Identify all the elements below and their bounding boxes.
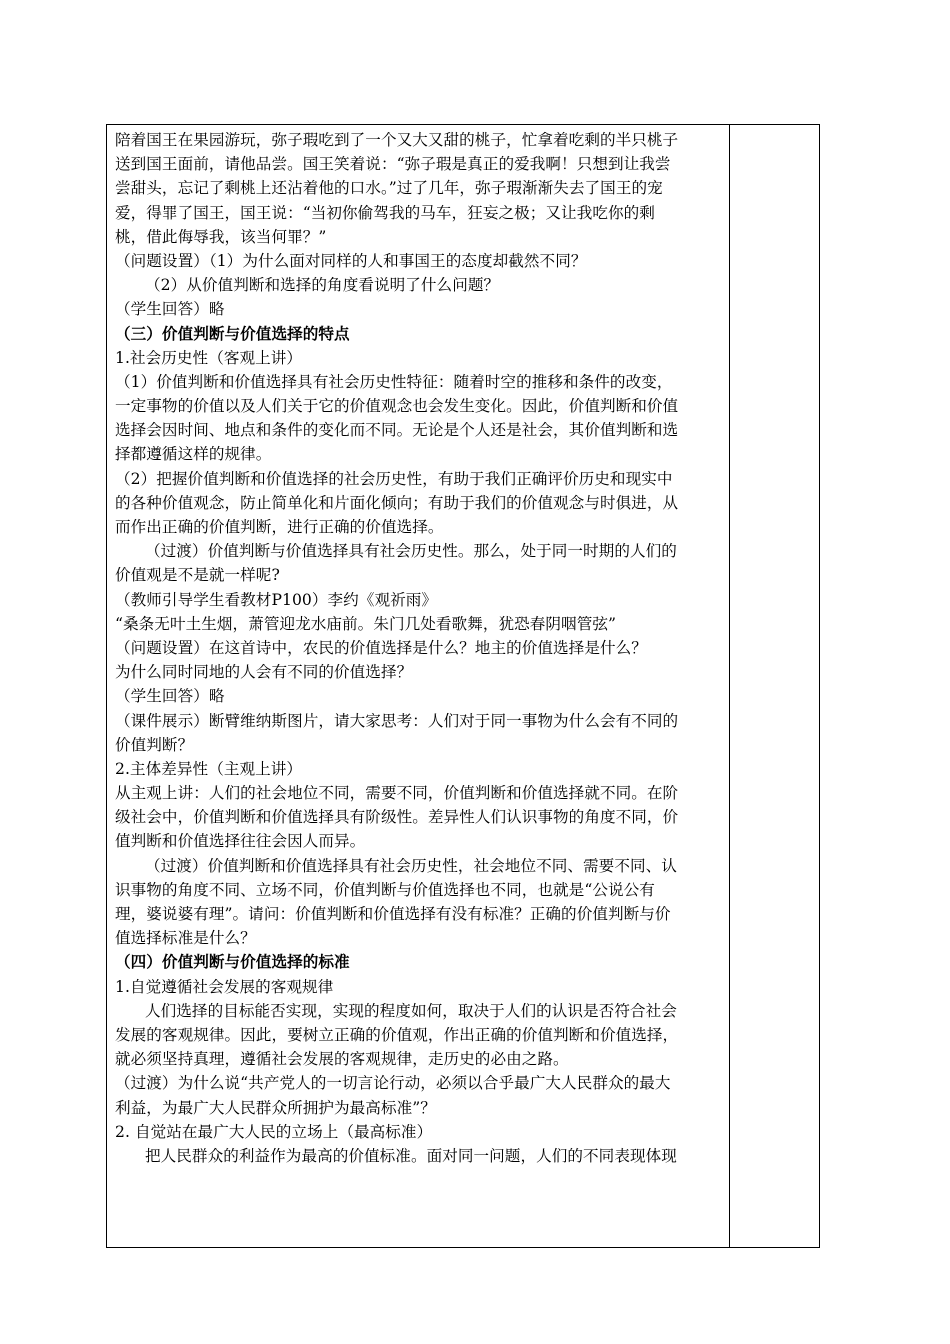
text-line: （问题设置）在这首诗中，农民的价值选择是什么？地主的价值选择是什么？	[115, 638, 647, 657]
text-line: 从主观上讲：人们的社会地位不同，需要不同，价值判断和价值选择就不同。在阶	[115, 784, 679, 803]
text-line: 送到国王面前，请他品尝。国王笑着说：“弥子瑕是真正的爱我啊！只想到让我尝	[115, 155, 671, 174]
text-line: 1.社会历史性（客观上讲）	[115, 348, 303, 367]
text-line: 发展的客观规律。因此，要树立正确的价值观，作出正确的价值判断和价值选择，	[115, 1025, 679, 1044]
lesson-content	[115, 128, 725, 1168]
column-divider	[729, 125, 730, 1247]
text-line: 值判断和价值选择往往会因人而异。	[115, 832, 366, 851]
text-line: 就必须坚持真理，遵循社会发展的客观规律，走历史的必由之路。	[115, 1050, 569, 1069]
text-line: （2）把握价值判断和价值选择的社会历史性，有助于我们正确评价历史和现实中	[115, 469, 673, 488]
text-line: 级社会中，价值判断和价值选择具有阶级性。差异性人们认识事物的角度不同，价	[115, 808, 679, 827]
text-line: （过渡）价值判断和价值选择具有社会历史性，社会地位不同、需要不同、认	[145, 856, 677, 875]
text-line: 值选择标准是什么？	[115, 929, 256, 948]
text-line: 价值观是不是就一样呢?	[115, 566, 280, 585]
text-line: （学生回答）略	[115, 300, 225, 319]
section-heading: （四）价值判断与价值选择的标准	[115, 952, 350, 972]
text-line: 尝甜头，忘记了剩桃上还沾着他的口水。”过了几年，弥子瑕渐渐失去了国王的宠	[115, 179, 663, 198]
text-line: 爱，得罪了国王，国王说：“当初你偷驾我的马车，狂妄之极；又让我吃你的剩	[115, 203, 655, 222]
text-line: 1.自觉遵循社会发展的客观规律	[115, 977, 334, 996]
text-line: （过渡）价值判断与价值选择具有社会历史性。那么，处于同一时期的人们的	[145, 542, 677, 561]
text-line: 2. 自觉站在最广大人民的立场上（最高标准）	[115, 1122, 433, 1141]
text-line: 2.主体差异性（主观上讲）	[115, 759, 303, 778]
text-line: 而作出正确的价值判断，进行正确的价值选择。	[115, 518, 444, 536]
text-line: （问题设置）（1）为什么面对同样的人和事国王的态度却截然不同？	[115, 251, 587, 270]
text-line: 择都遵循这样的规律。	[115, 445, 272, 464]
text-line: （教师引导学生看教材P100）李约《观祈雨》	[115, 590, 438, 609]
section-heading: （三）价值判断与价值选择的特点	[115, 323, 350, 343]
text-line: （2）从价值判断和选择的角度看说明了什么问题？	[145, 276, 500, 295]
text-line: （过渡）为什么说“共产党人的一切言论行动，必须以合乎最广大人民群众的最大	[115, 1074, 671, 1093]
text-line: （课件展示）断臂维纳斯图片，请大家思考：人们对于同一事物为什么会有不同的	[115, 711, 679, 730]
text-line: 识事物的角度不同、立场不同，价值判断与价值选择也不同，也就是“公说公有	[115, 880, 655, 899]
text-line: （1）价值判断和价值选择具有社会历史性特征：随着时空的推移和条件的改变，	[115, 372, 673, 391]
text-line: 的各种价值观念，防止简单化和片面化倾向；有助于我们的价值观念与时俱进，从	[115, 493, 679, 512]
text-line: 为什么同时同地的人会有不同的价值选择？	[115, 663, 413, 682]
text-line: 价值判断？	[115, 735, 194, 754]
text-line: 桃，借此侮辱我，该当何罪？”	[115, 227, 327, 246]
text-line: 理，婆说婆有理”。请问：价值判断和价值选择有没有标准？正确的价值判断与价	[115, 905, 671, 923]
text-line: 把人民群众的利益作为最高的价值标准。面对同一问题，人们的不同表现体现	[145, 1146, 677, 1165]
text-line: 人们选择的目标能否实现，实现的程度如何，取决于人们的认识是否符合社会	[145, 1001, 677, 1020]
text-line: “桑条无叶土生烟，萧管迎龙水庙前。朱门几处看歌舞，犹恐春阴咽管弦”	[115, 614, 617, 633]
lesson-table	[106, 124, 820, 1248]
text-line: 选择会因时间、地点和条件的变化而不同。无论是个人还是社会，其价值判断和选	[115, 421, 679, 440]
text-line: 陪着国王在果园游玩，弥子瑕吃到了一个又大又甜的桃子，忙拿着吃剩的半只桃子	[115, 131, 679, 149]
text-line: 利益，为最广大人民群众所拥护为最高标准”？	[115, 1098, 436, 1117]
text-line: 一定事物的价值以及人们关于它的价值观念也会发生变化。因此，价值判断和价值	[115, 397, 679, 416]
text-line: （学生回答）略	[115, 687, 225, 706]
